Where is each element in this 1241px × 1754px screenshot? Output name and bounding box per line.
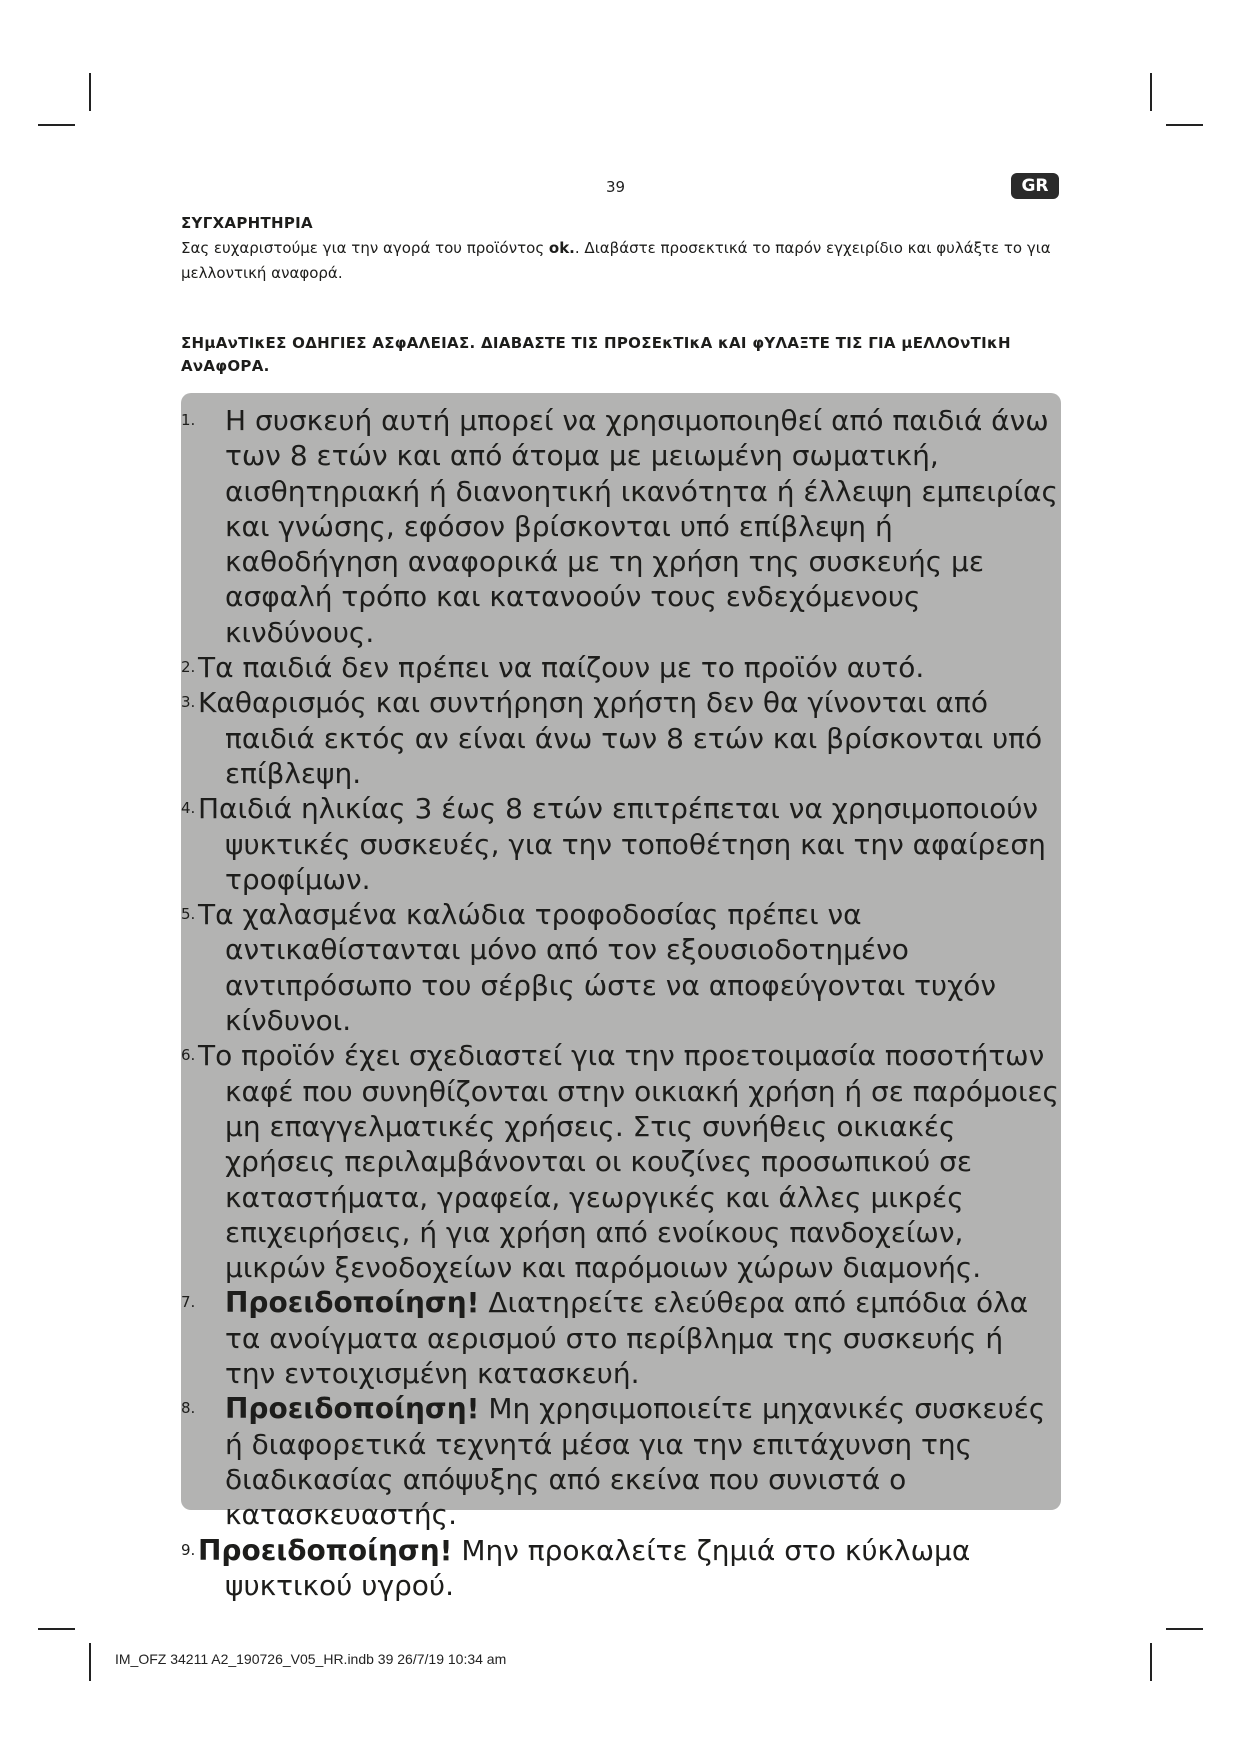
safety-item: [181, 791, 1061, 897]
warning-label: Προειδοποίηση!: [225, 1286, 480, 1320]
item-number: 2.: [181, 658, 196, 677]
item-text: Καθαρισμός και συντήρηση χρήστη δεν θα γίνονται από παιδιά εκτός αν είναι άνω των 8 ετών και βρίσκονται υπό επίβλεψη.: [198, 686, 1043, 790]
item-number: 5.: [181, 905, 196, 924]
congratulations-text: Σας ευχαριστούμε για την αγορά του προϊόντος ok.. Διαβάστε προσεκτικά το παρόν εγχειρίδιο και φυλάξτε το για μελλοντική αναφορά.: [181, 239, 1051, 282]
item-text: Παιδιά ηλικίας 3 έως 8 ετών επιτρέπεται να χρησιμοποιούν ψυκτικές συσκευές, για την τοποθέτηση και την αφαίρεση τροφίμων.: [198, 792, 1046, 896]
item-text: Μη χρησιμοποιείτε μηχανικές συσκευές ή διαφορετικά τεχνητά μέσα για την επιτάχυνση της διαδικασίας απόψυξης από εκείνα που συνιστά ο κατασκευαστής.: [225, 1392, 1046, 1532]
item-text: Η συσκευή αυτή μπορεί να χρησιμοποιηθεί από παιδιά άνω των 8 ετών και από άτομα με μειωμένη σωματική, αισθητηριακή ή διανοητική ικανότητα ή έλλειψη εμπειρίας και γνώσης, εφόσον βρίσκονται υπό επίβλεψη ή καθοδήγηση αναφορικά με τη χρήση της συσκευής με ασφαλή τρόπο και κατανοούν τους ενδεχόμενους κινδύνους.: [225, 404, 1058, 649]
item-number: 9.: [181, 1540, 196, 1559]
page-number: 39: [606, 178, 626, 196]
item-text: Το προϊόν έχει σχεδιαστεί για την προετοιμασία ποσοτήτων καφέ που συνηθίζονται στην οικιακή χρήση ή σε παρόμοιες μη επαγγελματικές χρήσεις. Στις συνήθεις οικιακές χρήσεις περιλαμβάνονται οι κουζίνες προσωπικού σε καταστήματα, γραφεία, γεωργικές και άλλες μικρές επιχειρήσεις, ή για χρήση από ενοίκους πανδοχείων, μικρών ξενοδοχείων και παρόμοιων χώρων διαμονής.: [198, 1039, 1059, 1285]
warning-label: Προειδοποίηση!: [198, 1533, 453, 1567]
safety-item: [181, 1285, 1061, 1391]
brand-name: ok.: [548, 239, 575, 257]
crop-mark: [1150, 1643, 1152, 1681]
print-footer: IM_OFZ 34211 A2_190726_V05_HR.indb 39 26/7/19 10:34 am: [115, 1651, 507, 1667]
safety-item: [181, 1533, 1061, 1604]
safety-item: [181, 897, 1061, 1038]
item-number: 6.: [181, 1046, 196, 1065]
safety-item: [181, 1038, 1061, 1285]
crop-mark: [1150, 73, 1152, 111]
crop-mark: [38, 1628, 75, 1630]
safety-item: [181, 1391, 1061, 1532]
crop-mark: [38, 124, 75, 126]
item-text: Μην προκαλείτε ζημιά στο κύκλωμα ψυκτικού υγρού.: [225, 1533, 971, 1602]
item-text: Τα παιδιά δεν πρέπει να παίζουν με το προϊόν αυτό.: [198, 651, 925, 685]
item-number: 3.: [181, 693, 196, 712]
safety-item: [181, 650, 1061, 685]
item-number: 1.: [181, 411, 196, 429]
safety-item: [181, 685, 1061, 791]
item-number: 8.: [181, 1399, 196, 1418]
safety-heading: ΣΗμΑνΤΙκΕΣ ΟΔΗΓΙΕΣ ΑΣφΑΛΕΙΑΣ. ΔΙΑΒΑΣΤΕ ΤΙΣ ΠΡΟΣΕκΤΙκΑ κΑΙ φΥΛΑΞΤΕ ΤΙΣ ΓΙΑ μΕΛΛΟνΤΙκΗ ΑνΑφΟΡΑ.: [181, 334, 1011, 375]
safety-instructions-box: [181, 393, 1061, 1602]
warning-label: Προειδοποίηση!: [225, 1392, 480, 1426]
crop-mark: [1166, 124, 1203, 126]
congratulations-heading: ΣΥΓΧΑΡΗΤΗΡΙΑ: [181, 214, 313, 232]
item-text: Τα χαλασμένα καλώδια τροφοδοσίας πρέπει να αντικαθίστανται μόνο από τον εξουσιοδοτημένο αντιπρόσωπο του σέρβις ώστε να αποφεύγονται τυχόν κίνδυνοι.: [198, 898, 997, 1038]
item-number: 4.: [181, 799, 196, 818]
language-badge: GR: [1011, 173, 1059, 199]
item-number: 7.: [181, 1293, 196, 1312]
crop-mark: [89, 73, 91, 111]
crop-mark: [89, 1643, 91, 1681]
safety-item: [181, 403, 1061, 650]
item-text: Διατηρείτε ελεύθερα από εμπόδια όλα τα ανοίγματα αερισμού στο περίβλημα της συσκευής ή την εντοιχισμένη κατασκευή.: [225, 1286, 1029, 1391]
crop-mark: [1166, 1628, 1203, 1630]
